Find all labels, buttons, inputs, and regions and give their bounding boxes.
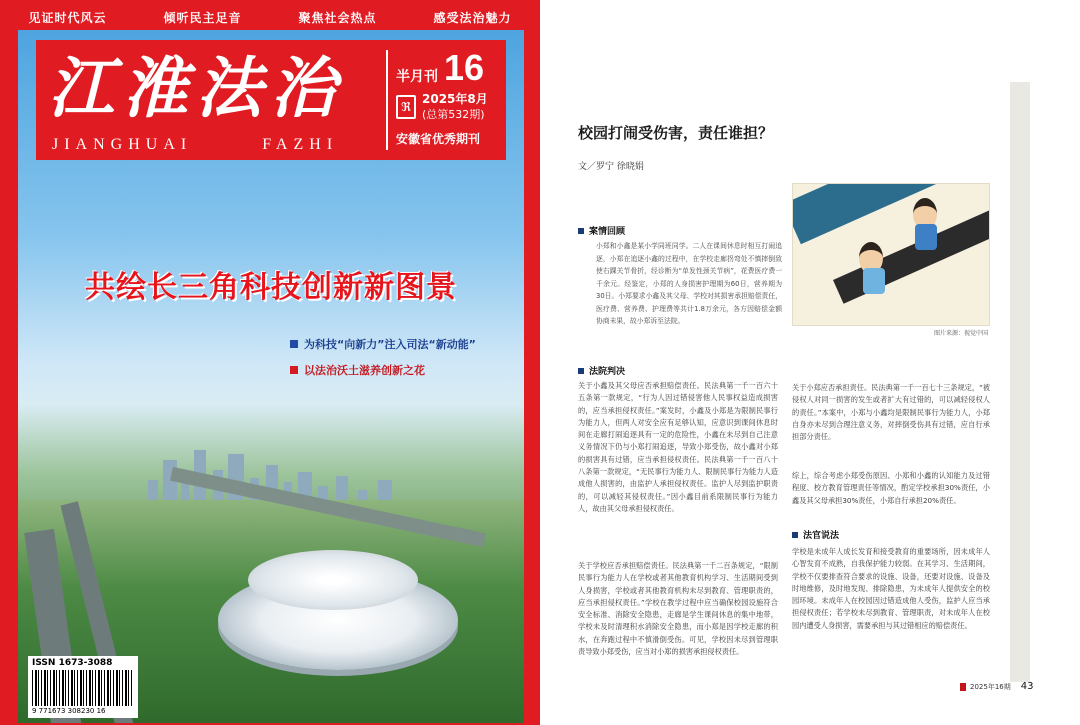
cover-slogan: 聚焦社会热点 bbox=[298, 10, 377, 25]
child-body bbox=[915, 224, 937, 250]
magazine-title-pinyin bbox=[52, 136, 382, 154]
barcode-icon bbox=[32, 670, 132, 706]
section-bullet-icon bbox=[578, 228, 584, 234]
issn-barcode-box bbox=[28, 656, 138, 718]
exhibition-center-roof bbox=[248, 550, 418, 610]
bullet-square-icon bbox=[290, 366, 298, 374]
subheadline-item bbox=[290, 362, 520, 378]
cover-slogan: 感受法治魅力 bbox=[433, 10, 512, 25]
page-margin-strip bbox=[1010, 82, 1030, 682]
article-paragraph: 关于小鑫及其父母应否承担赔偿责任。民法典第一千一百六十五条第一款规定，“行为人因过错侵害他人民事权益造成损害的，应当承担侵权责任。”案发时，小鑫及小郑是为限制民事行为能力人，但两人对安全应有足够认知，应意识到课间休息时间在走廊打闹追逐具有一定的危险性，小鑫在未尽到自己注意义务情况下仍与小郑打闹追逐，导致小郑受伤，故小鑫对小郑的损害具有过错，应当承担侵权责任。民法典第一千一百八十八条第一款规定，“无民事行为能力人、限制民事行为能力人造成他人损害的，由监护人承担侵权责任。监护人尽到监护职责的，可以减轻其侵权责任。”因小鑫目前系限制民事行为能力人，故由其父母承担侵权责任。 bbox=[578, 381, 778, 513]
section-heading: 法官说法 bbox=[792, 528, 839, 541]
issn-number: ISSN 1673-3088 bbox=[32, 658, 113, 668]
cover-headline: 共绘长三角科技创新新图景 bbox=[85, 270, 457, 305]
pinyin-right: FAZHI bbox=[262, 136, 339, 153]
publication-frequency: 半月刊 bbox=[396, 69, 438, 85]
total-issue: (总第532期) bbox=[422, 108, 485, 121]
section-bullet-icon bbox=[578, 368, 584, 374]
section-heading: 法院判决 bbox=[578, 364, 625, 377]
article-title: 校园打闹受伤害，责任谁担？ bbox=[578, 124, 774, 142]
page-number: 43 bbox=[1020, 681, 1034, 692]
issue-info bbox=[396, 48, 502, 147]
pinyin-left: JIANGHUAI bbox=[52, 136, 193, 153]
subheadline-text: 为科技“向新力”注入司法“新动能” bbox=[304, 338, 476, 351]
cover-image-area bbox=[18, 30, 524, 723]
section-heading: 案情回顾 bbox=[578, 224, 625, 237]
article-illustration bbox=[792, 183, 990, 326]
article-author: 文／罗宁 徐晓娟 bbox=[578, 162, 644, 172]
bullet-square-icon bbox=[290, 340, 298, 348]
article-page bbox=[540, 0, 1080, 725]
footer-mark-icon bbox=[960, 683, 966, 691]
page-footer bbox=[960, 681, 1033, 692]
cover-subheadlines bbox=[290, 336, 520, 388]
barcode-number: 9 771673 308230 16 bbox=[32, 707, 106, 715]
section-bullet-icon bbox=[792, 532, 798, 538]
article-paragraph: 学校是未成年人成长发育和接受教育的重要场所，因未成年人心智发育不成熟，自我保护能力较弱。在其学习、生活期间，学校不仅要排查符合要求的设施、设备，还要对设施、设备及时地维修，及时地发现、排除隐患，为未成年人提供安全的校园环境。未成年人在校园因过错造成他人受伤，监护人应当承担侵权责任；若学校未尽到教育、管理职责，对未成年人在校园内遭受人身损害，需要承担与其过错相应的赔偿责任。 bbox=[792, 547, 990, 630]
article-paragraph: 关于小郑应否承担责任。民法典第一千一百七十三条规定，“被侵权人对同一损害的发生或者扩大有过错的，可以减轻侵权人的责任。”本案中，小郑与小鑫均是限制民事行为能力人，小郑自身亦未尽到合理注意义务，对摔倒受伤具有过错，应自行承担部分责任。 bbox=[792, 383, 990, 442]
article-paragraph: 综上，综合考虑小郑受伤原因、小郑和小鑫的认知能力及过错程度、校方教育管理责任等情况，酌定学校承担30%责任，小鑫及其父母承担30%责任，小郑自行承担20%责任。 bbox=[792, 471, 990, 505]
subheadline-item bbox=[290, 336, 520, 352]
article-paragraph: 小郑和小鑫是某小学同班同学。二人在课间休息时相互打闹追逐，小郑在追逐小鑫的过程中，在学校走廊拐弯处不慎摔倒致使右踝关节骨折，经诊断为“单发性颈关节病”，花费医疗费一千余元。经鉴定，小郑的人身损害护理期为60日，营养期为30日。小郑要求小鑫及其父母、学校对其损害承担赔偿责任，医疗费、营养费、护理费等共计1.8万余元，各方因赔偿金额协商未果，故小郑诉至法院。 bbox=[596, 242, 782, 325]
award-label: 安徽省优秀期刊 bbox=[396, 132, 481, 146]
issue-date: 2025年8月 bbox=[422, 92, 488, 106]
issue-number: 16 bbox=[444, 47, 485, 88]
cover-slogan-bar bbox=[0, 6, 540, 28]
illustration-caption: 图片来源：视觉中国 bbox=[933, 330, 988, 337]
footer-issue: 2025年16期 bbox=[970, 682, 1011, 691]
masthead bbox=[36, 40, 506, 160]
magazine-title: 江淮法治 bbox=[48, 49, 344, 127]
masthead-divider bbox=[386, 50, 388, 150]
child-body bbox=[863, 268, 885, 294]
subheadline-text: 以法治沃土滋养创新之花 bbox=[304, 364, 425, 377]
publisher-logo-icon: ℜ bbox=[396, 95, 416, 119]
article-paragraph: 关于学校应否承担赔偿责任。民法典第一千二百条规定，“限制民事行为能力人在学校或者其他教育机构学习、生活期间受到人身损害，学校或者其他教育机构未尽到教育、管理职责的，应当承担侵权责任。”学校在教学过程中应当确保校园设施符合安全标准、消除安全隐患，走廊是学生课间休息的集中地带，学校未及时清理积水消除安全隐患，而小郑是因学校走廊的积水，在奔跑过程中不慎滑倒受伤。可见，学校因未尽到管理职责导致小郑受伤，应当对小郑的损害承担侵权责任。 bbox=[578, 561, 778, 657]
cover-slogan: 倾听民主足音 bbox=[163, 10, 242, 25]
cover-slogan: 见证时代风云 bbox=[28, 10, 107, 25]
